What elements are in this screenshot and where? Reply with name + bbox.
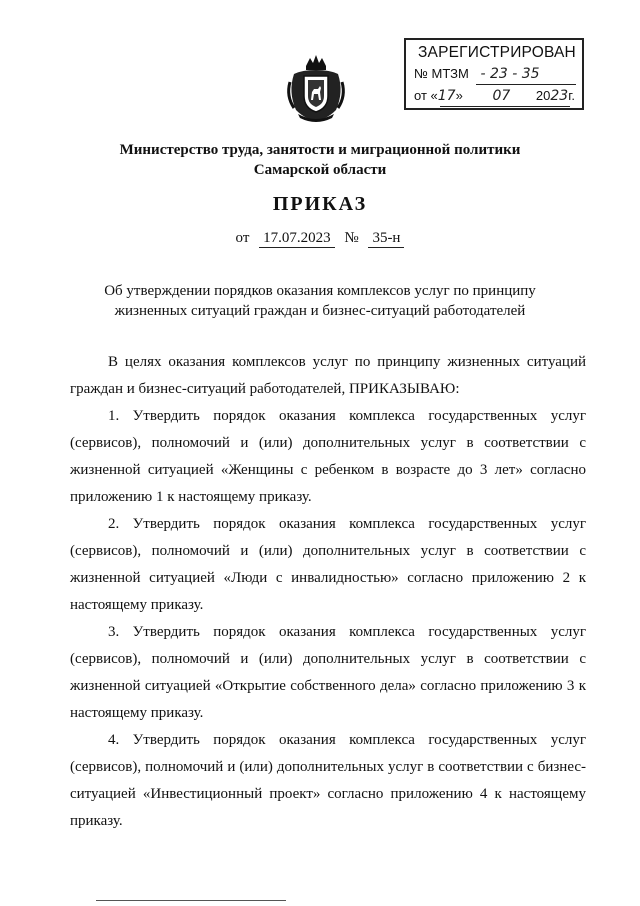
order-subject-line1: Об утверждении порядков оказания комплексов услуг по принципу — [104, 283, 536, 299]
body-item-3: 3. Утвердить порядок оказания комплекса государственных услуг (сервисов), полномочий и (или) дополнительных услуг в соответствии с жизненной ситуацией «Открытие собственного дела» согласно приложению 3 к настоящему приказу. — [70, 624, 586, 721]
stamp-date-mid: » — [455, 88, 463, 103]
ministry-name-line1: Министерство труда, занятости и миграционной политики — [119, 142, 521, 158]
stamp-date-prefix: от « — [414, 88, 438, 103]
body-item-4: 4. Утвердить порядок оказания комплекса государственных услуг (сервисов), полномочий и (или) дополнительных услуг в соответствии с бизнес-ситуацией «Инвестиционный проект» согласно приложению 4 к настоящему приказу. — [70, 732, 586, 829]
order-body — [70, 349, 586, 835]
registration-stamp — [404, 38, 584, 110]
order-date-number — [0, 230, 640, 248]
stamp-date-suffix: г. — [568, 88, 575, 103]
footer-divider — [96, 900, 286, 901]
order-subject-line2: жизненных ситуаций граждан и бизнес-ситуаций работодателей — [114, 303, 526, 319]
stamp-number-row — [414, 66, 540, 82]
ministry-name — [0, 140, 640, 180]
stamp-number-label: № МТЗМ — [414, 66, 469, 81]
stamp-date-year: 23 — [550, 88, 569, 104]
order-number: 35-н — [368, 230, 404, 248]
coat-of-arms-emblem — [284, 52, 348, 122]
document-type-title: ПРИКАЗ — [272, 193, 368, 215]
stamp-date-day: 17 — [437, 88, 456, 104]
ministry-name-line2: Самарской области — [253, 162, 387, 178]
stamp-date-year-prefix: 20 — [535, 88, 551, 103]
body-intro-paragraph: В целях оказания комплексов услуг по принципу жизненных ситуаций граждан и бизнес-ситуаций работодателей, ПРИКАЗЫВАЮ: — [70, 354, 586, 397]
stamp-number-value: - 23 - 35 — [480, 66, 540, 82]
body-item-2: 2. Утвердить порядок оказания комплекса государственных услуг (сервисов), полномочий и (или) дополнительных услуг в соответствии с жизненной ситуацией «Люди с инвалидностью» согласно приложению 2 к настоящему приказу. — [70, 516, 586, 613]
stamp-date-row — [414, 88, 575, 104]
order-from-label: от — [235, 230, 250, 246]
body-item-1: 1. Утвердить порядок оказания комплекса государственных услуг (сервисов), полномочий и (или) дополнительных услуг в соответствии с жизненной ситуацией «Женщины с ребенком в возрасте до 3 лет» согласно приложению 1 к настоящему приказу. — [70, 408, 586, 505]
order-subject — [0, 281, 640, 321]
stamp-date-month: 07 — [492, 88, 511, 104]
order-number-sign: № — [344, 230, 359, 246]
stamp-title: ЗАРЕГИСТРИРОВАН — [418, 44, 576, 61]
order-date: 17.07.2023 — [259, 230, 335, 248]
